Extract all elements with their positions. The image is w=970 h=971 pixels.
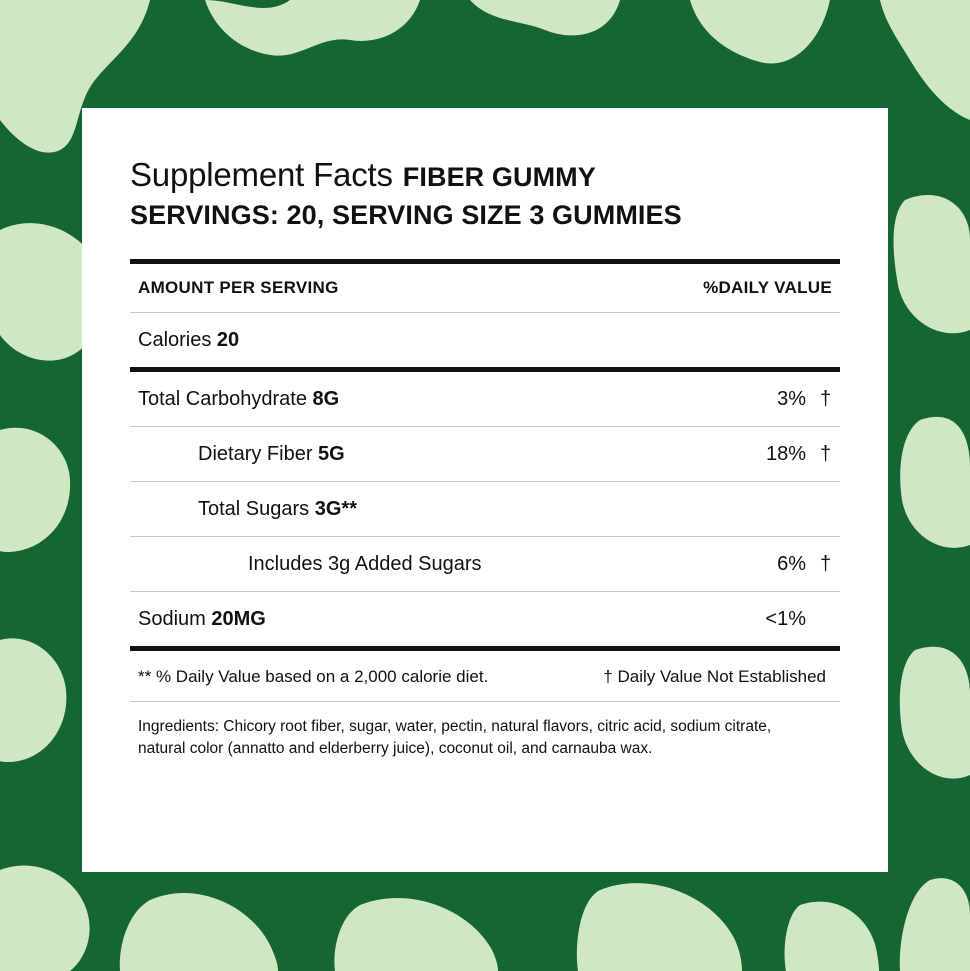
dagger-marker: † [820, 442, 832, 465]
table-header-row [130, 264, 840, 312]
calories-label: Calories [138, 328, 212, 351]
nutrient-dv: <1% [765, 607, 806, 630]
calories-label-group [138, 329, 239, 352]
spacer [130, 231, 840, 259]
nutrient-amount: 20MG [211, 607, 266, 630]
dagger-marker: † [820, 552, 832, 575]
panel-title-line [130, 156, 840, 194]
daily-value-label: %DAILY VALUE [703, 278, 832, 297]
calories-value: 20 [216, 328, 240, 351]
nutrient-label: Includes 3g Added Sugars [248, 552, 482, 575]
supplement-facts-card [82, 108, 888, 872]
nutrient-label-group [138, 388, 339, 411]
table-row [130, 482, 840, 536]
page-title: Supplement Facts [130, 156, 393, 193]
nutrient-dv-group [777, 553, 832, 576]
nutrient-dv-group [766, 443, 832, 466]
supplement-facts-content [130, 156, 840, 761]
servings-line: SERVINGS: 20, SERVING SIZE 3 GUMMIES [130, 200, 682, 230]
nutrient-label-group [138, 608, 266, 631]
nutrient-amount: 5G [318, 442, 345, 465]
table-row [130, 372, 840, 426]
amount-per-serving-label: AMOUNT PER SERVING [138, 278, 339, 297]
nutrient-label-group [198, 498, 357, 521]
nutrient-dv-group [765, 608, 832, 631]
nutrient-label-group [198, 443, 345, 466]
nutrient-label: Total Sugars [198, 497, 310, 520]
nutrient-dv: 3% [777, 387, 806, 410]
nutrient-label: Sodium [138, 607, 206, 630]
footnotes [130, 651, 840, 701]
nutrient-dv: 6% [777, 552, 806, 575]
nutrient-amount: 8G [312, 387, 340, 410]
nutrient-label: Dietary Fiber [198, 442, 313, 465]
product-name: FIBER GUMMY [402, 162, 596, 192]
not-established-footnote: † Daily Value Not Established [603, 667, 826, 686]
nutrient-amount: 3G** [314, 497, 357, 520]
dagger-marker: † [820, 387, 832, 410]
daily-value-footnote: ** % Daily Value based on a 2,000 calorie diet. [138, 667, 489, 686]
table-row [130, 592, 840, 646]
table-row [130, 313, 840, 367]
table-row [130, 427, 840, 481]
nutrient-label: Total Carbohydrate [138, 387, 307, 410]
nutrient-label-group [248, 553, 482, 576]
nutrient-dv: 18% [765, 442, 806, 465]
ingredients-text: Ingredients: Chicory root fiber, sugar, water, pectin, natural flavors, citric acid, sodium citrate, natural color (annatto and elderberry juice), coconut oil, and carnauba wax. [138, 718, 772, 758]
nutrient-dv-group [777, 388, 832, 411]
table-row [130, 537, 840, 591]
